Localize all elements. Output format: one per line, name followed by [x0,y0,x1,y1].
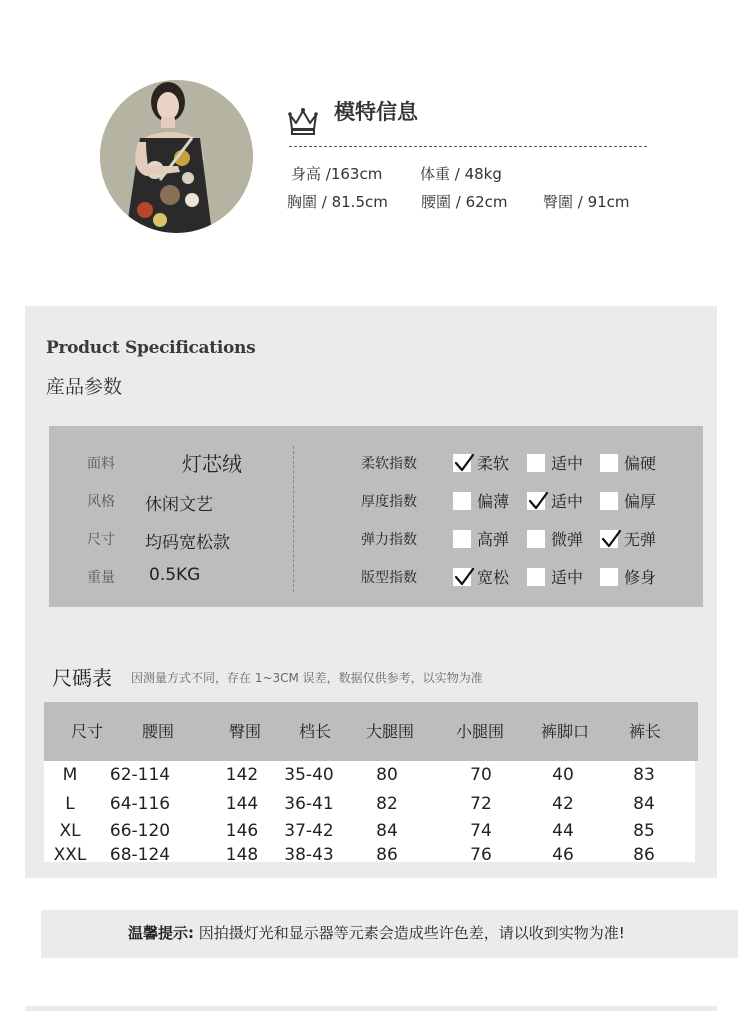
weight-label: 重量 [87,570,115,586]
index-label: 厚度指数 [361,494,417,510]
size-table-cell: 84 [376,821,398,841]
index-option[interactable] [527,527,583,550]
option-label: 适中 [551,492,584,511]
checkmark-icon [600,528,622,550]
size-table-cell: 84 [633,794,655,814]
size-table-cell: 42 [552,794,574,814]
index-option[interactable] [453,451,509,474]
spec-title-cn: 産品参数 [46,376,123,398]
model-bust: 胸圍 / 81.5cm [287,193,388,211]
checked-checkbox[interactable] [453,568,471,586]
tip-message [128,922,625,943]
option-label: 无弹 [624,530,657,549]
size-table-cell: 74 [470,821,492,841]
index-option[interactable] [527,489,583,512]
checkbox[interactable] [600,492,618,510]
size-table-cell: 38-43 [284,845,334,865]
option-label: 偏厚 [624,492,657,511]
option-label: 修身 [624,568,657,587]
size-table-cell: 44 [552,821,574,841]
size-table-header-cell: 尺寸 [70,722,104,741]
checkmark-icon [527,490,549,512]
size-value: 均码宽松款 [145,533,230,553]
size-table-cell: 72 [470,794,492,814]
index-label: 弹力指数 [361,532,417,548]
size-table-header-cell: 小腿围 [455,722,505,741]
index-label: 版型指数 [361,570,417,586]
checkbox[interactable] [527,568,545,586]
index-label: 柔软指数 [361,456,417,472]
checkbox[interactable] [453,492,471,510]
size-table-cell: 66-120 [109,821,171,841]
size-table-cell: 83 [633,765,655,785]
option-label: 宽松 [477,568,510,587]
dashed-divider [289,146,647,147]
tip-label: 温馨提示: [128,924,194,942]
model-hip: 臀圍 / 91cm [543,193,630,211]
fabric-value: 灯芯绒 [182,452,242,476]
size-table-cell: 62-114 [109,765,171,785]
checkbox[interactable] [527,454,545,472]
size-table-cell: 35-40 [284,765,334,785]
size-table-cell: 70 [470,765,492,785]
size-table-header-cell: 大腿围 [365,722,415,741]
size-table-cell: 142 [225,765,259,785]
checked-checkbox[interactable] [453,454,471,472]
model-waist: 腰圍 / 62cm [421,193,508,211]
size-label: 尺寸 [87,532,115,548]
size-table-cell: 86 [376,845,398,865]
checked-checkbox[interactable] [527,492,545,510]
size-table-cell: 68-124 [109,845,171,865]
size-table-cell: 86 [633,845,655,865]
size-table-cell: M [62,765,78,785]
vertical-dashed-divider [293,446,294,592]
size-table-title: 尺碼表 [52,666,112,690]
size-table-header-cell: 裤长 [628,722,662,741]
option-label: 适中 [551,568,584,587]
size-table-cell: L [65,794,75,814]
crown-icon [287,106,319,136]
model-weight: 体重 / 48kg [420,165,502,183]
size-table-cell: 148 [225,845,259,865]
size-table-cell: 80 [376,765,398,785]
index-option[interactable] [527,451,583,474]
size-table-cell: 46 [552,845,574,865]
size-table-cell: 36-41 [284,794,334,814]
size-table-cell: 144 [225,794,259,814]
option-label: 高弹 [477,530,510,549]
size-table-header-cell: 臀围 [228,722,262,741]
size-table-header-cell: 档长 [298,722,332,741]
option-label: 偏薄 [477,492,510,511]
option-label: 偏硬 [624,454,657,473]
index-option[interactable] [600,489,656,512]
size-table-cell: 85 [633,821,655,841]
weight-value: 0.5KG [149,565,201,585]
option-label: 适中 [551,454,584,473]
checked-checkbox[interactable] [600,530,618,548]
index-option[interactable] [453,527,509,550]
option-label: 微弹 [551,530,584,549]
size-table-cell: 76 [470,845,492,865]
size-table-note: 因测量方式不同，存在 1~3CM 误差，数据仅供参考，以实物为准 [131,671,483,685]
style-value: 休闲文艺 [145,495,213,515]
index-option[interactable] [453,565,509,588]
checkbox[interactable] [600,568,618,586]
tip-text: 因拍摄灯光和显示器等元素会造成些许色差，请以收到实物为准! [198,924,625,942]
index-option[interactable] [600,527,656,550]
model-info-title: 模特信息 [334,100,418,124]
checkbox[interactable] [527,530,545,548]
size-table-cell: 146 [225,821,259,841]
size-table-header-cell: 腰围 [141,722,175,741]
index-option[interactable] [453,489,509,512]
style-label: 风格 [87,494,115,510]
size-table-cell: XXL [53,845,87,865]
size-table-cell: XL [59,821,81,841]
model-photo [100,80,253,233]
size-table-cell: 37-42 [284,821,334,841]
option-label: 柔软 [477,454,510,473]
size-table-cell: 64-116 [109,794,171,814]
checkmark-icon [453,566,475,588]
index-option[interactable] [600,451,656,474]
checkmark-icon [453,452,475,474]
size-table-header-cell: 裤脚口 [540,722,590,741]
index-option[interactable] [527,565,583,588]
spec-title-en: Product Specifications [46,338,256,358]
bottom-divider [25,1006,717,1011]
fabric-label: 面料 [87,456,115,472]
index-option[interactable] [600,565,656,588]
size-table-cell: 82 [376,794,398,814]
model-height: 身高 /163cm [291,165,383,183]
size-table-cell: 40 [552,765,574,785]
checkbox[interactable] [600,454,618,472]
checkbox[interactable] [453,530,471,548]
